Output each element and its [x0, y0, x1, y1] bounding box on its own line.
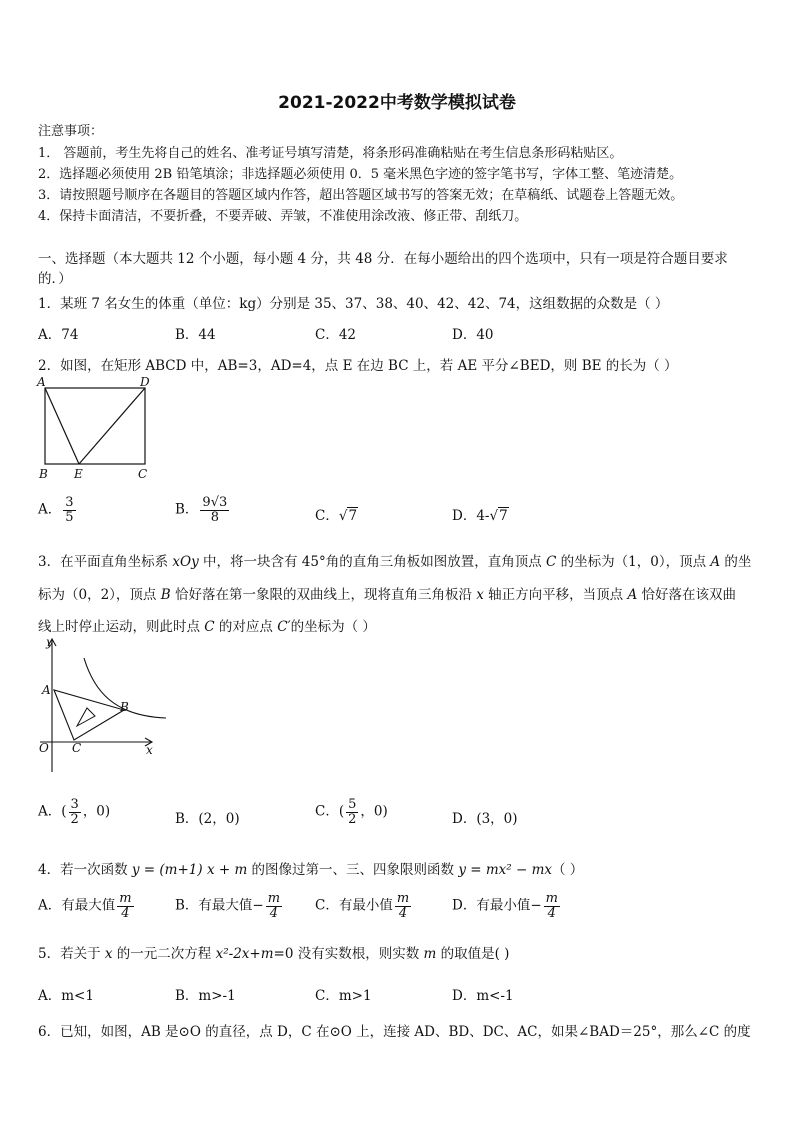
label-b: B — [39, 467, 48, 481]
question-5-stem: 5．若关于 x 的一元二次方程 x²-2x+m=0 没有实数根，则实数 m 的取值是( ) — [38, 946, 510, 962]
question-2-stem: 2．如图，在矩形 ABCD 中，AB=3，AD=4，点 E 在边 BC 上，若 AE 平分∠BED，则 BE 的长为（ ） — [38, 358, 678, 374]
q1-option-a: A．74 — [38, 327, 79, 343]
label-a: A — [42, 683, 51, 697]
note-item: 1． 答题前，考生先将自己的姓名、准考证号填写清楚，将条形码准确粘贴在考生信息条形码粘贴区。 — [38, 146, 623, 161]
q4-option-b: B．有最大值− $\frac{m}{4}$ — [175, 891, 281, 921]
q4-option-d: D．有最小值− $\frac{m}{4}$ — [452, 891, 558, 921]
question-3-line-1: 3．在平面直角坐标系 xOy 中，将一块含有 45°角的直角三角板如图放置，直角顶点 C 的坐标为（1，0），顶点 A 的坐 — [38, 554, 752, 570]
section-heading-cont: 的．） — [38, 271, 72, 287]
notes-heading: 注意事项： — [38, 124, 104, 139]
label-a: A — [37, 375, 46, 389]
q2-option-b: B． $\frac{9√3}{8}$ — [175, 495, 228, 525]
q5-option-a: A．m<1 — [38, 988, 94, 1004]
question-3-line-2: 标为（0，2），顶点 B 恰好落在第一象限的双曲线上，现将直角三角板沿 x 轴正方向平移，当顶点 A 恰好落在该双曲 — [38, 587, 737, 603]
axis-label-y: y — [46, 636, 53, 649]
q4-option-a: A．有最大值 $\frac{m}{4}$ — [38, 891, 132, 921]
q2-rectangle-figure — [34, 372, 164, 482]
q2-option-a: A． $\frac{3}{5}$ — [38, 495, 74, 525]
q2-option-d: D．4-√7 — [452, 508, 508, 524]
q4-option-c: C．有最小值 $\frac{m}{4}$ — [315, 891, 410, 921]
q1-option-c: C．42 — [315, 327, 357, 343]
q1-option-d: D．40 — [452, 327, 494, 343]
q3-option-d: D．(3，0) — [452, 811, 518, 827]
label-c: C — [138, 467, 148, 481]
q1-option-b: B．44 — [175, 327, 216, 343]
question-3-line-3: 线上时停止运动，则此时点 C 的对应点 C′的坐标为（ ） — [38, 619, 376, 635]
q5-option-c: C．m>1 — [315, 988, 372, 1004]
label-b: B — [120, 700, 129, 714]
q3-coordinate-figure — [34, 636, 174, 778]
note-item: 3．请按照题号顺序在各题目的答题区域内作答，超出答题区域书写的答案无效；在草稿纸、试题卷上答题无效。 — [38, 188, 684, 203]
origin-label: O — [39, 741, 49, 755]
q3-option-b: B．(2，0) — [175, 811, 240, 827]
q3-option-a: A．( $\frac{3}{2}$ ，0) — [38, 797, 111, 827]
label-d: D — [140, 375, 150, 389]
page-title: 2021-2022中考数学模拟试卷 — [278, 93, 516, 113]
question-6-stem: 6．已知，如图，AB 是⊙O 的直径，点 D，C 在⊙O 上，连接 AD、BD、DC、AC，如果∠BAD＝25°，那么∠C 的度 — [38, 1024, 751, 1040]
q5-option-b: B．m>-1 — [175, 988, 236, 1004]
section-heading: 一、选择题（本大题共 12 个小题，每小题 4 分，共 48 分．在每小题给出的四个选项中，只有一项是符合题目要求 — [38, 251, 728, 267]
q2-option-c: C．√7 — [315, 508, 358, 524]
q3-option-c: C．( $\frac{5}{2}$ ，0) — [315, 797, 388, 827]
q5-option-d: D．m<-1 — [452, 988, 514, 1004]
note-item: 2．选择题必须使用 2B 铅笔填涂；非选择题必须使用 0．5 毫米黑色字迹的签字笔书写，字体工整、笔迹清楚。 — [38, 167, 683, 182]
question-1-stem: 1．某班 7 名女生的体重（单位：kg）分别是 35、37、38、40、42、42、74，这组数据的众数是（ ） — [38, 296, 669, 312]
label-c: C — [72, 741, 82, 755]
question-4-stem: 4．若一次函数 y = (m+1) x + m 的图像过第一、三、四象限则函数 y = mx² − mx（ ） — [38, 862, 584, 878]
note-item: 4．保持卡面清洁，不要折叠，不要弄破、弄皱，不准使用涂改液、修正带、刮纸刀。 — [38, 209, 528, 224]
label-e: E — [74, 467, 83, 481]
axis-label-x: x — [146, 743, 153, 757]
